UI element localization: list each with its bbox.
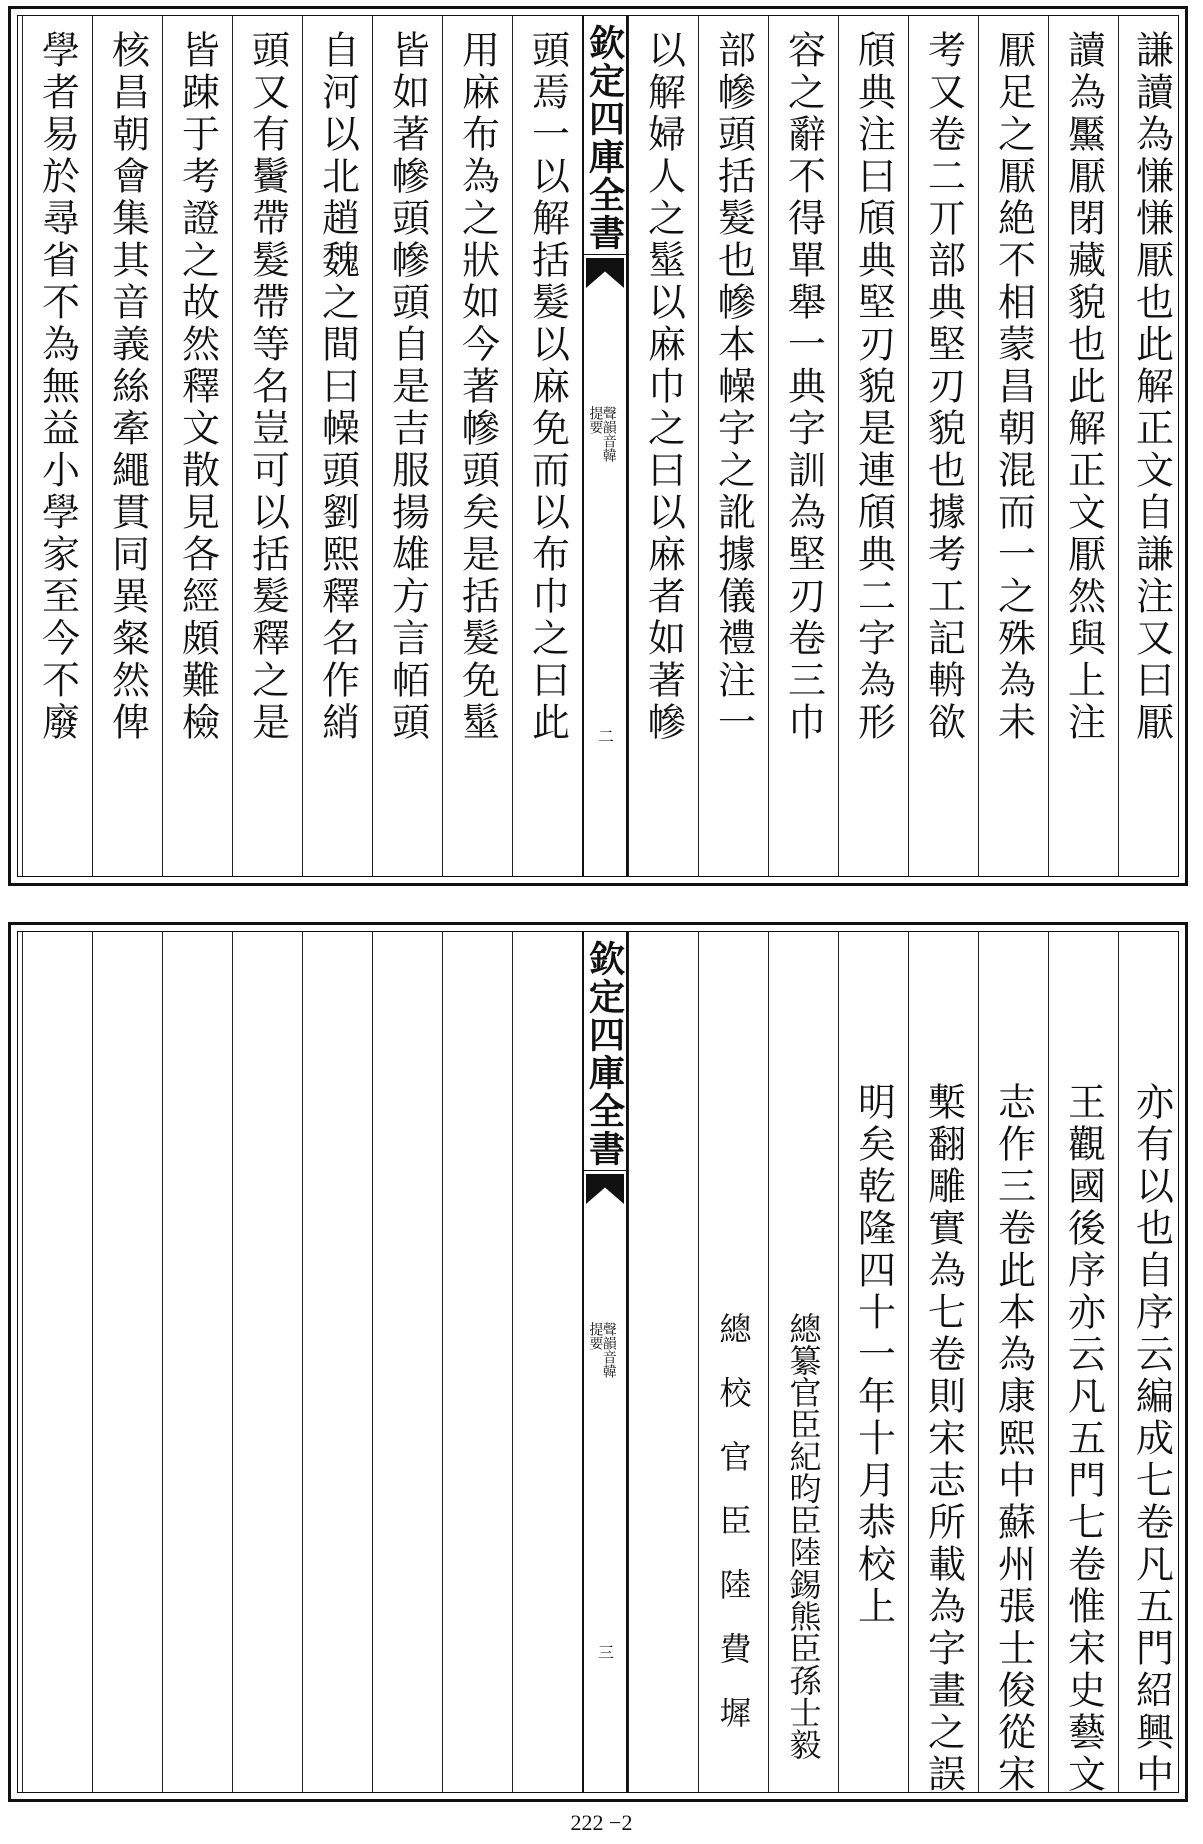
text-column bbox=[768, 16, 838, 876]
empty-column bbox=[22, 932, 92, 1792]
text-column bbox=[698, 932, 768, 1792]
footer-page-number: 222 −2 bbox=[570, 1810, 633, 1835]
text-column bbox=[1118, 932, 1184, 1796]
column-text: 總纂官臣紀昀臣陸錫熊臣孫士毅 bbox=[784, 1312, 823, 1760]
column-text: 厭足之厭絶不相蒙昌朝混而一之殊為未 bbox=[991, 30, 1036, 744]
book-title: 欽定四庫全書 bbox=[583, 940, 626, 1168]
column-text: 總 校 官 臣 陸 費 墀 bbox=[714, 1312, 753, 1728]
section-label: 聲韻音韓 bbox=[600, 406, 617, 462]
empty-column bbox=[232, 932, 302, 1792]
column-text: 皆踈于考證之故然釋文散見各經頗難檢 bbox=[175, 30, 220, 744]
empty-column bbox=[442, 932, 512, 1792]
page-inner-border bbox=[17, 931, 1179, 1796]
column-text: 頎典注曰頎典堅刃貌是連頎典二字為形 bbox=[851, 30, 896, 744]
center-fold-band bbox=[582, 16, 628, 876]
text-column bbox=[978, 16, 1048, 876]
column-text: 槧翻雕實為七卷則宋志所載為字畫之誤 bbox=[921, 1082, 966, 1796]
page-number: 二 bbox=[595, 728, 615, 744]
text-column bbox=[908, 16, 978, 876]
column-text: 讀為黶厭閉藏貌也此解正文厭然與上注 bbox=[1061, 30, 1106, 744]
column-text: 自河以北趙魏之間曰幧頭劉熙釋名作綃 bbox=[315, 30, 360, 744]
column-text: 頭又有鬢帶髮帶等名豈可以括髮釋之是 bbox=[245, 30, 290, 744]
text-column bbox=[162, 16, 232, 876]
column-text: 謙讀為慊慊厭也此解正文自謙注又曰厭 bbox=[1129, 30, 1174, 744]
section-label-sub: 提要 bbox=[587, 406, 604, 434]
book-title: 欽定四庫全書 bbox=[583, 24, 626, 252]
empty-column bbox=[302, 932, 372, 1792]
empty-column bbox=[92, 932, 162, 1792]
text-column bbox=[232, 16, 302, 876]
column-text: 考又卷二丌部典堅刃貌也據考工記輈欲 bbox=[921, 30, 966, 744]
text-column bbox=[92, 16, 162, 876]
divider bbox=[584, 254, 626, 255]
column-text: 容之辭不得單舉一典字訓為堅刃卷三巾 bbox=[781, 30, 826, 744]
text-column bbox=[698, 16, 768, 876]
section-label-sub: 提要 bbox=[587, 1322, 604, 1350]
text-column bbox=[628, 932, 698, 1792]
empty-column bbox=[372, 932, 442, 1792]
text-column bbox=[838, 932, 908, 1792]
column-text: 皆如著幓頭幓頭自是吉服揚雄方言帞頭 bbox=[385, 30, 430, 744]
page-panel-top bbox=[8, 6, 1188, 886]
column-text: 明矣乾隆四十一年十月恭校上 bbox=[851, 1082, 896, 1628]
column-text: 頭焉一以解括髮以麻免而以布巾之曰此 bbox=[525, 30, 570, 744]
column-text: 志作三卷此本為康熙中蘇州張士俊從宋 bbox=[991, 1082, 1036, 1796]
text-column bbox=[768, 932, 838, 1792]
center-fold-band bbox=[582, 932, 628, 1792]
text-column bbox=[1048, 16, 1118, 876]
text-column bbox=[978, 932, 1048, 1796]
text-column bbox=[1048, 932, 1118, 1796]
column-text: 王觀國後序亦云凡五門七卷惟宋史藝文 bbox=[1061, 1082, 1106, 1796]
fishtail-mark-icon bbox=[586, 258, 624, 288]
page-inner-border bbox=[17, 15, 1179, 877]
empty-column bbox=[512, 932, 582, 1792]
text-column bbox=[512, 16, 582, 876]
column-text: 以解婦人之髽以麻巾之曰以麻者如著幓 bbox=[641, 30, 686, 744]
column-text: 核昌朝會集其音義絲牽繩貫同異粲然俾 bbox=[105, 30, 150, 744]
page-number: 三 bbox=[595, 1644, 615, 1660]
text-column bbox=[908, 932, 978, 1796]
column-text: 亦有以也自序云編成七卷凡五門紹興中 bbox=[1129, 1082, 1174, 1796]
text-column bbox=[302, 16, 372, 876]
column-text: 用麻布為之狀如今著幓頭矣是括髮免髽 bbox=[455, 30, 500, 744]
text-column bbox=[628, 16, 698, 876]
column-text: 學者易於尋省不為無益小學家至今不廢 bbox=[35, 30, 80, 744]
column-text: 部幓頭括髮也幓本幧字之訛據儀禮注一 bbox=[711, 30, 756, 744]
text-column bbox=[1118, 16, 1184, 876]
divider bbox=[584, 1170, 626, 1171]
fishtail-mark-icon bbox=[586, 1174, 624, 1204]
empty-column bbox=[162, 932, 232, 1792]
page-panel-bottom bbox=[8, 922, 1188, 1802]
text-column bbox=[838, 16, 908, 876]
text-column bbox=[372, 16, 442, 876]
text-column bbox=[22, 16, 92, 876]
section-label: 聲韻音韓 bbox=[600, 1322, 617, 1378]
text-column bbox=[442, 16, 512, 876]
